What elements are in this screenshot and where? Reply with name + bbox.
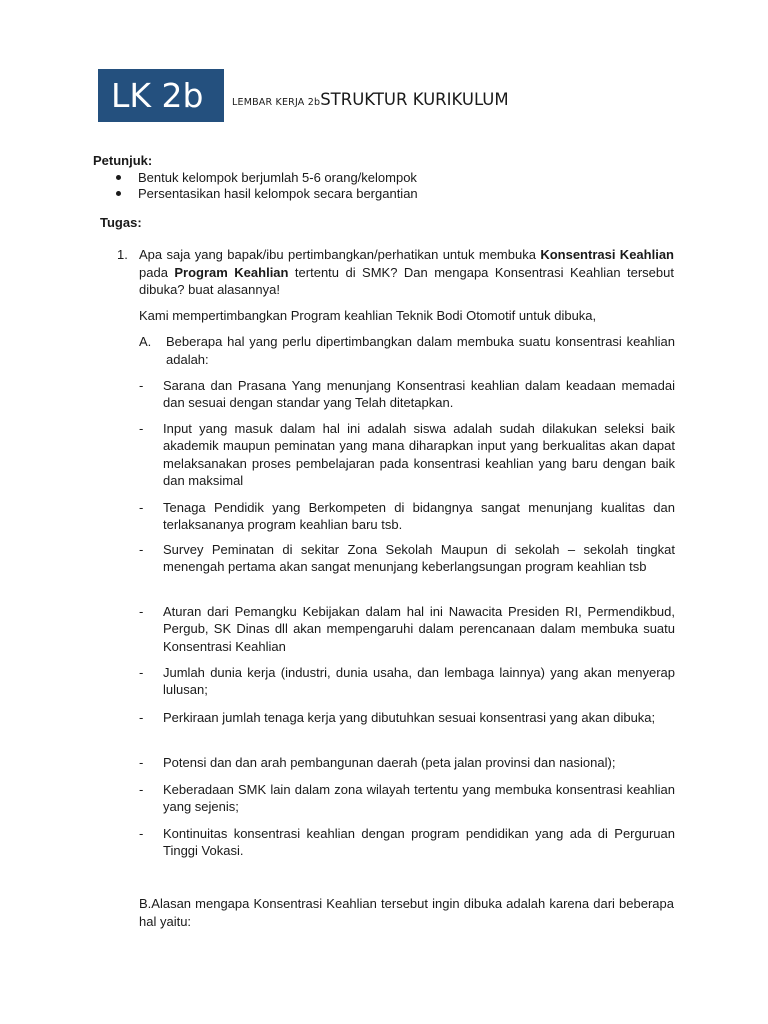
lk-badge: LK 2b — [98, 69, 224, 122]
worksheet-subtitle-big: STRUKTUR KURIKULUM — [320, 90, 509, 109]
section-b: B.Alasan mengapa Konsentrasi Keahlian tersebut ingin dibuka adalah karena dari beberapa hal yaitu: — [139, 896, 674, 929]
list-item: Persentasikan hasil kelompok secara bergantian — [116, 186, 418, 202]
answer-intro: Kami mempertimbangkan Program keahlian Teknik Bodi Otomotif untuk dibuka, — [139, 308, 597, 323]
list-item: - Aturan dari Pemangku Kebijakan dalam hal ini Nawacita Presiden RI, Permendikbud, Pergub, SK Dinas dll akan mempengaruhi dalam perencanaan dalam membuka suatu Konsentrasi Keahlian — [139, 604, 675, 654]
section-a-text: Beberapa hal yang perlu dipertimbangkan dalam membuka suatu konsentrasi keahlian adalah: — [166, 334, 675, 367]
section-a — [139, 333, 675, 368]
list-item: - Jumlah dunia kerja (industri, dunia usaha, dan lembaga lainnya) yang akan menyerap lulusan; — [139, 665, 675, 698]
bullet-icon — [116, 175, 121, 180]
section-a-label: A. — [139, 334, 152, 349]
list-item: - Kontinuitas konsentrasi keahlian dengan program pendidikan yang ada di Perguruan Tinggi Vokasi. — [139, 826, 675, 859]
bullet-icon — [116, 191, 121, 196]
list-item: - Potensi dan dan arah pembangunan daerah (peta jalan provinsi dan nasional); — [139, 755, 616, 770]
list-item: - Input yang masuk dalam hal ini adalah siswa adalah sudah dilakukan seleksi baik akademik maupun peminatan yang mana diharapkan input yang berkualitas akan dapat melaksanakan proses pembelajaran pada konsentrasi keahlian yang baru dengan baik dan maksimal — [139, 421, 675, 488]
question-1: Apa saja yang bapak/ibu pertimbangkan/perhatikan untuk membuka Konsentrasi Keahlian pada Program Keahlian tertentu di SMK? Dan mengapa Konsentrasi Keahlian tersebut dibuka? buat alasannya! — [139, 247, 674, 297]
worksheet-subtitle-small: LEMBAR KERJA 2b — [232, 97, 321, 108]
list-item: Bentuk kelompok berjumlah 5-6 orang/kelompok — [116, 170, 418, 186]
petunjuk-list — [116, 170, 418, 201]
question-number: 1. — [117, 247, 128, 262]
petunjuk-label: Petunjuk: — [93, 153, 153, 168]
list-item: - Survey Peminatan di sekitar Zona Sekolah Maupun di sekolah – sekolah tingkat menengah pertama akan sangat menunjang keberlangsungan program keahlian tsb — [139, 542, 675, 575]
tugas-label: Tugas: — [100, 215, 142, 230]
list-item: - Perkiraan jumlah tenaga kerja yang dibutuhkan sesuai konsentrasi yang akan dibuka; — [139, 710, 656, 725]
list-item: - Sarana dan Prasana Yang menunjang Konsentrasi keahlian dalam keadaan memadai dan sesuai dengan standar yang Telah ditetapkan. — [139, 378, 675, 411]
list-item: - Tenaga Pendidik yang Berkompeten di bidangnya sangat menunjang kualitas dan terlaksananya program keahlian baru tsb. — [139, 500, 675, 533]
list-item: - Keberadaan SMK lain dalam zona wilayah tertentu yang membuka konsentrasi keahlian yang sejenis; — [139, 782, 675, 815]
worksheet-title — [232, 90, 509, 109]
